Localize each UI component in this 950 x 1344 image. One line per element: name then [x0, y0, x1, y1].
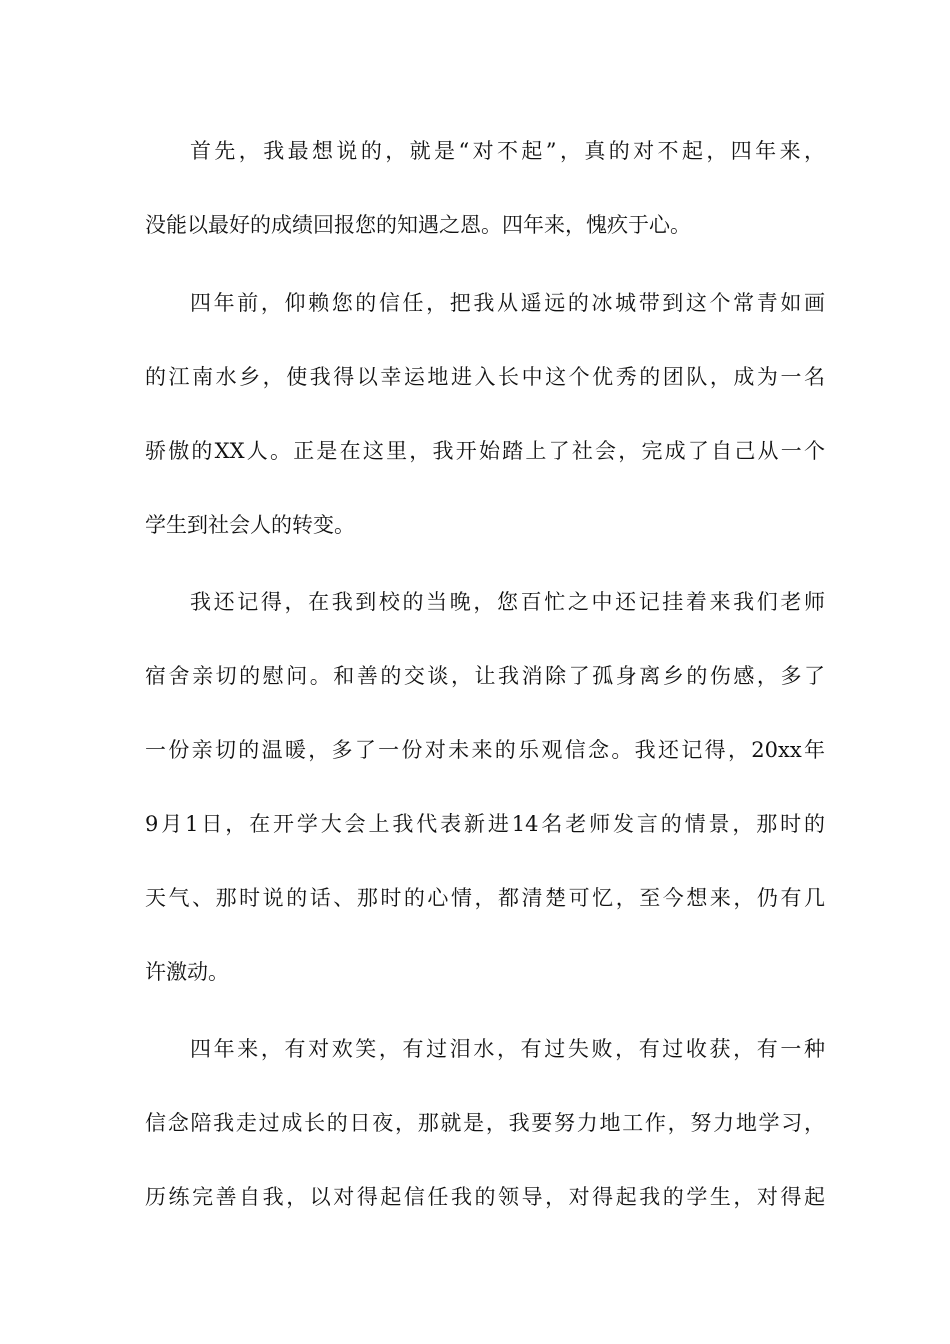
paragraph-1-line-1: 首先，我最想说的，就是“对不起”，真的对不起，四年来，: [190, 139, 825, 163]
paragraph-3-line-4: 9月1日，在开学大会上我代表新进14名老师发言的情景，那时的: [145, 812, 825, 836]
paragraph-3-line-3: 一份亲切的温暖，多了一份对未来的乐观信念。我还记得，20xx年: [145, 738, 825, 762]
paragraph-4-line-2: 信念陪我走过成长的日夜，那就是，我要努力地工作，努力地学习，: [145, 1111, 825, 1135]
paragraph-3-line-1: 我还记得，在我到校的当晚，您百忙之中还记挂着来我们老师: [190, 590, 825, 614]
paragraph-4-line-1: 四年来，有对欢笑，有过泪水，有过失败，有过收获，有一种: [190, 1037, 825, 1061]
paragraph-3-line-2: 宿舍亲切的慰问。和善的交谈，让我消除了孤身离乡的伤感，多了: [145, 664, 825, 688]
paragraph-2-line-4: 学生到社会人的转变。: [145, 513, 355, 537]
paragraph-2-line-1: 四年前，仰赖您的信任，把我从遥远的冰城带到这个常青如画: [190, 291, 825, 315]
paragraph-1-line-2: 没能以最好的成绩回报您的知遇之恩。四年来，愧疚于心。: [145, 213, 691, 237]
paragraph-2-line-2: 的江南水乡，使我得以幸运地进入长中这个优秀的团队，成为一名: [145, 365, 825, 389]
paragraph-3-line-5: 天气、那时说的话、那时的心情，都清楚可忆，至今想来，仍有几: [145, 886, 825, 910]
paragraph-4-line-3: 历练完善自我，以对得起信任我的领导，对得起我的学生，对得起: [145, 1185, 825, 1209]
paragraph-2-line-3: 骄傲的XX人。正是在这里，我开始踏上了社会，完成了自己从一个: [145, 439, 825, 463]
paragraph-3-line-6: 许激动。: [145, 960, 229, 984]
